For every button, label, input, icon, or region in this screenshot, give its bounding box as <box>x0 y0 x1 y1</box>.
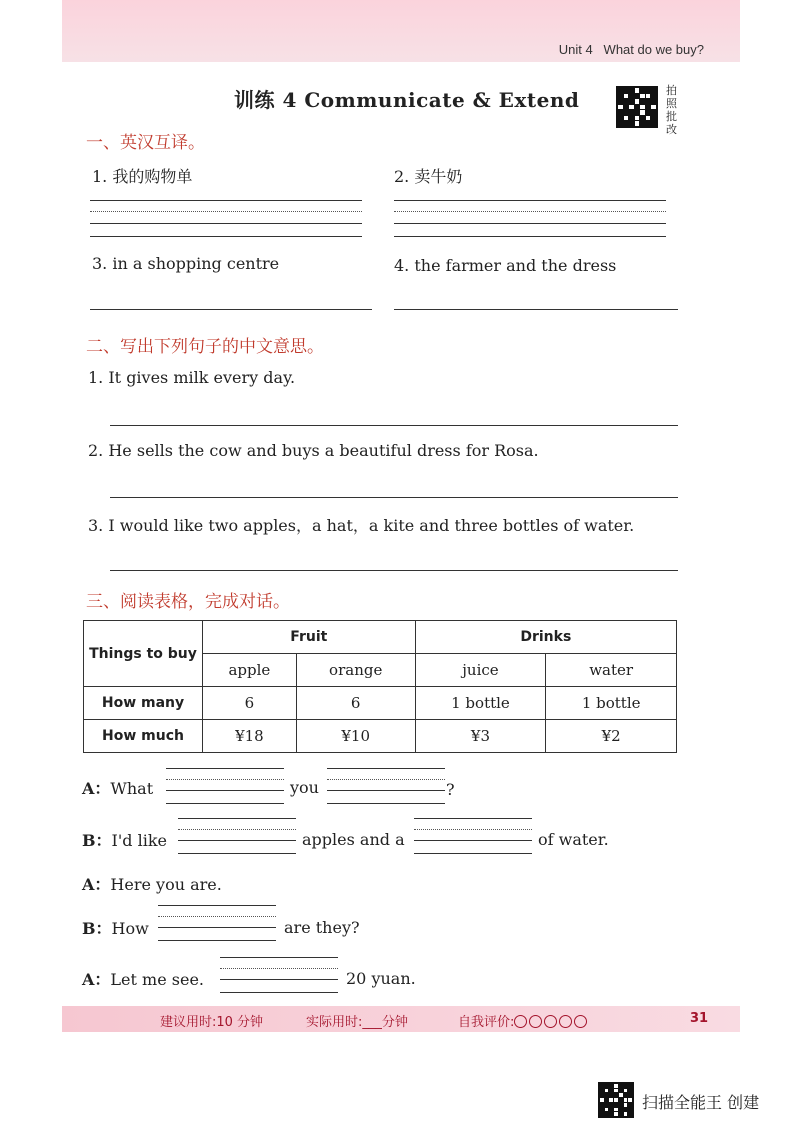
star-icon[interactable] <box>544 1015 557 1028</box>
answer-line[interactable] <box>90 223 362 224</box>
speaker: B： <box>82 919 112 938</box>
item-orange: orange <box>296 654 415 687</box>
fill-blank[interactable] <box>220 957 338 993</box>
fill-blank[interactable] <box>414 818 532 854</box>
s1-item-4: 4. the farmer and the dress <box>394 256 617 275</box>
qr-label: 拍照批改 <box>666 84 677 136</box>
shopping-table <box>83 620 677 753</box>
dialogue-text: you <box>290 778 319 797</box>
row-label: How many <box>84 687 203 720</box>
s1-item-2: 2. 卖牛奶 <box>394 167 463 186</box>
dialogue-text: ? <box>446 780 455 799</box>
dialogue-line-2 <box>82 828 167 851</box>
unit-label: Unit 4 <box>558 42 593 57</box>
suggested-time: 建议用时:10 分钟 <box>160 1015 264 1030</box>
dialogue-text: apples and a <box>302 830 405 849</box>
table-cell: ¥10 <box>296 720 415 753</box>
answer-line[interactable] <box>110 570 678 571</box>
table-cell: ¥18 <box>203 720 297 753</box>
answer-line[interactable] <box>110 497 678 498</box>
dialogue-text: I'd like <box>111 831 167 850</box>
fill-blank[interactable] <box>178 818 296 854</box>
answer-line[interactable] <box>394 223 666 224</box>
dialogue-text: What <box>110 779 154 798</box>
answer-line[interactable] <box>90 200 362 201</box>
actual-time: 实际用时:___分钟 <box>306 1015 408 1030</box>
dialogue-text: of water. <box>538 830 609 849</box>
unit-header <box>559 42 704 57</box>
guide-line <box>394 211 666 212</box>
fill-blank[interactable] <box>158 905 276 941</box>
fill-blank[interactable] <box>166 768 284 804</box>
speaker: A： <box>82 875 111 894</box>
star-icon[interactable] <box>574 1015 587 1028</box>
table-cell: ¥3 <box>415 720 546 753</box>
table-cell: ¥2 <box>546 720 677 753</box>
dialogue-text: Here you are. <box>110 875 222 894</box>
unit-subtitle: What do we buy? <box>603 42 704 57</box>
fill-blank[interactable] <box>327 768 445 804</box>
table-cell: 1 bottle <box>546 687 677 720</box>
dialogue-line-4 <box>82 916 149 939</box>
s1-item-3: 3. in a shopping centre <box>92 254 280 273</box>
qr-code-icon[interactable] <box>616 86 658 128</box>
scanner-logo-icon <box>598 1082 634 1118</box>
dialogue-text: Let me see. <box>110 970 204 989</box>
speaker: B： <box>82 831 112 850</box>
section1-title: 一、英汉互译。 <box>86 133 205 153</box>
s2-item-1: 1. It gives milk every day. <box>88 368 296 387</box>
star-icon[interactable] <box>514 1015 527 1028</box>
item-apple: apple <box>203 654 297 687</box>
page-number: 31 <box>690 1011 709 1026</box>
dialogue-text: 20 yuan. <box>346 969 416 988</box>
dialogue-text: How <box>111 919 149 938</box>
table-cell: 6 <box>296 687 415 720</box>
s2-item-2: 2. He sells the cow and buys a beautiful dress for Rosa. <box>88 441 539 460</box>
dialogue-line-3 <box>82 872 222 895</box>
speaker: A： <box>82 970 111 989</box>
star-icon[interactable] <box>529 1015 542 1028</box>
row-label: How much <box>84 720 203 753</box>
speaker: A： <box>82 779 111 798</box>
section3-title: 三、阅读表格，完成对话。 <box>86 592 290 612</box>
watermark-text: 扫描全能王 创建 <box>642 1093 760 1112</box>
section2-title: 二、写出下列句子的中文意思。 <box>86 337 324 357</box>
answer-line[interactable] <box>110 425 678 426</box>
page-title: 训练 4 Communicate & Extend <box>234 88 580 112</box>
item-water: water <box>546 654 677 687</box>
table-cell: 6 <box>203 687 297 720</box>
self-eval-label: 自我评价: <box>458 1015 515 1030</box>
table-row-header: Things to buy <box>84 621 203 687</box>
dialogue-line-5 <box>82 967 204 990</box>
star-icon[interactable] <box>559 1015 572 1028</box>
guide-line <box>90 211 362 212</box>
s1-item-1: 1. 我的购物单 <box>92 167 193 186</box>
table-cell: 1 bottle <box>415 687 546 720</box>
dialogue-line-1 <box>82 776 153 799</box>
item-juice: juice <box>415 654 546 687</box>
answer-line[interactable] <box>394 200 666 201</box>
group-drinks: Drinks <box>415 621 676 654</box>
answer-line[interactable] <box>394 309 678 310</box>
answer-line[interactable] <box>90 309 372 310</box>
answer-line[interactable] <box>90 236 362 237</box>
s2-item-3: 3. I would like two apples，a hat，a kite and three bottles of water. <box>88 516 635 535</box>
self-evaluation <box>458 1011 589 1030</box>
dialogue-text: are they? <box>284 918 360 937</box>
answer-line[interactable] <box>394 236 666 237</box>
group-fruit: Fruit <box>203 621 416 654</box>
